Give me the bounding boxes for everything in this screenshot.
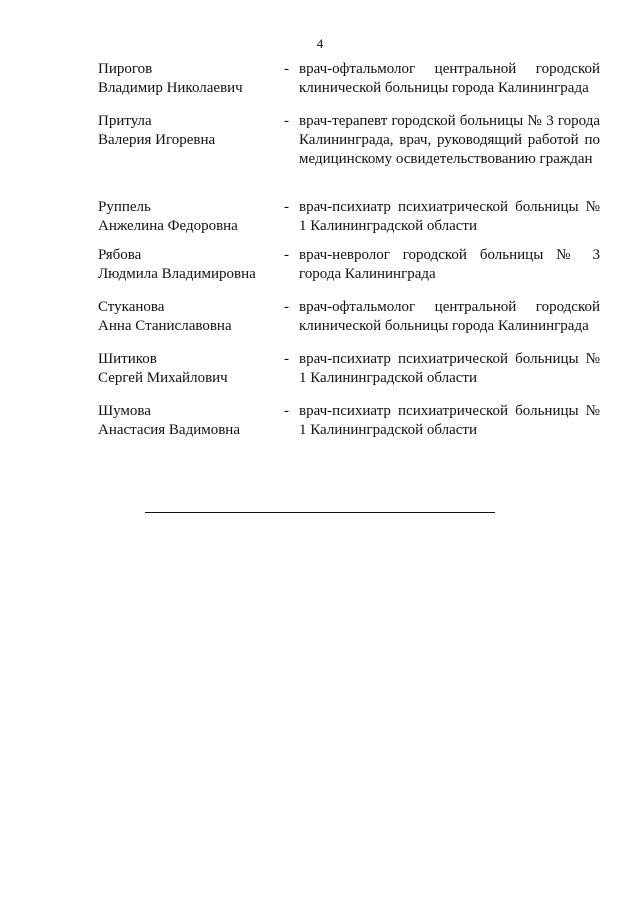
position-description: врач-психиатр психиатрической больницы № 1 Калининградской области: [299, 403, 600, 438]
person-name: [98, 298, 283, 336]
position-description: врач-офтальмолог центральной городской клинической больницы города Калининграда: [299, 299, 600, 334]
person-name: [98, 402, 283, 440]
surname: Пирогов: [98, 61, 153, 77]
position-description: врач-психиатр психиатрической больницы № 1 Калининградской области: [299, 351, 600, 386]
given-names: Анна Станиславовна: [98, 318, 232, 334]
dash-separator: -: [284, 299, 289, 315]
position-description: врач-психиатр психиатрической больницы № 1 Калининградской области: [299, 199, 600, 234]
dash-separator: -: [284, 351, 289, 367]
person-name: [98, 112, 283, 150]
closing-rule: [145, 512, 495, 513]
position-description: врач-офтальмолог центральной городской клинической больницы города Калининграда: [299, 61, 600, 96]
position-description: врач-невролог городской больницы № 3 города Калининграда: [299, 247, 600, 282]
surname: Руппель: [98, 199, 151, 215]
person-name: [98, 198, 283, 236]
dash-separator: -: [284, 403, 289, 419]
dash-separator: -: [284, 199, 289, 215]
surname: Шумова: [98, 403, 151, 419]
given-names: Анжелина Федоровна: [98, 218, 238, 234]
given-names: Владимир Николаевич: [98, 80, 243, 96]
dash-separator: -: [284, 61, 289, 77]
given-names: Валерия Игоревна: [98, 132, 216, 148]
position-description: врач-терапевт городской больницы № 3 города Калининграда, врач, руководящий работой по медицинскому освидетельствованию граждан: [299, 113, 600, 167]
given-names: Сергей Михайлович: [98, 370, 228, 386]
dash-separator: -: [284, 247, 289, 263]
person-name: [98, 246, 283, 284]
person-name: [98, 350, 283, 388]
person-name: [98, 60, 283, 98]
surname: Рябова: [98, 247, 142, 263]
surname: Стуканова: [98, 299, 165, 315]
page-number: 4: [316, 36, 324, 51]
surname: Шитиков: [98, 351, 157, 367]
given-names: Людмила Владимировна: [98, 266, 256, 282]
dash-separator: -: [284, 113, 289, 129]
given-names: Анастасия Вадимовна: [98, 422, 240, 438]
surname: Притула: [98, 113, 152, 129]
